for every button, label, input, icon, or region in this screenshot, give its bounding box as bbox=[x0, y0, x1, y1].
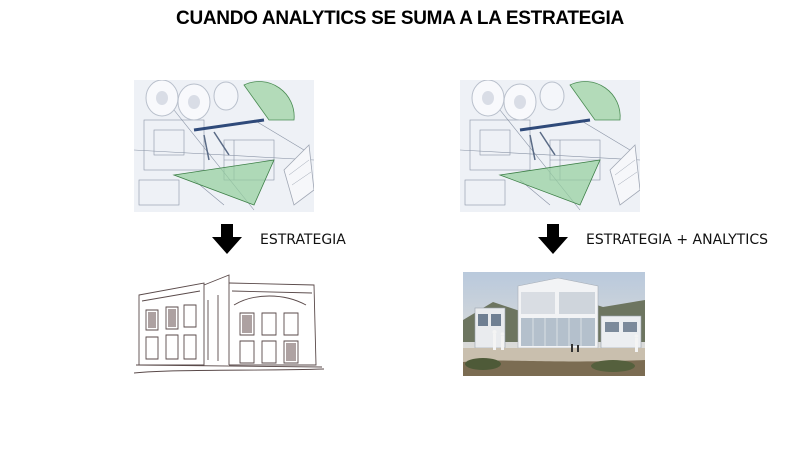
slide-title: CUANDO ANALYTICS SE SUMA A LA ESTRATEGIA bbox=[176, 8, 624, 29]
left-arrow-down-icon bbox=[212, 224, 242, 258]
right-building-render-image bbox=[463, 272, 645, 376]
right-blueprint-image bbox=[460, 80, 640, 212]
left-label: ESTRATEGIA bbox=[260, 232, 346, 248]
left-blueprint-image bbox=[134, 80, 314, 212]
right-label: ESTRATEGIA + ANALYTICS bbox=[586, 232, 768, 248]
right-arrow-down-icon bbox=[538, 224, 568, 258]
left-sketch-image bbox=[134, 265, 324, 377]
